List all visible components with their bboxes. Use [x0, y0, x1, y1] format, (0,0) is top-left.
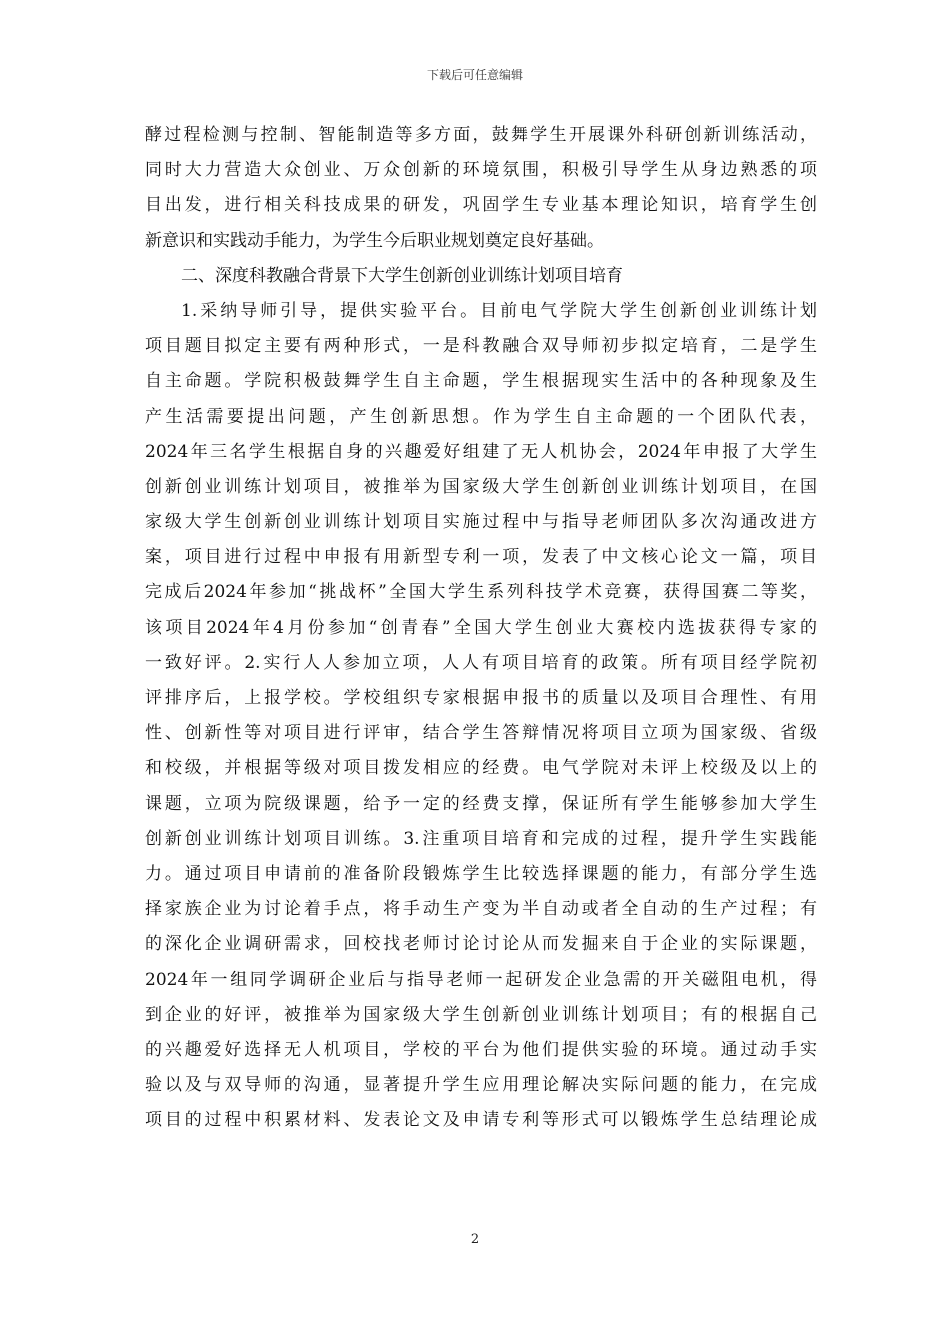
page-number: 2	[470, 1232, 480, 1247]
text-line: 验以及与双导师的沟通，显著提升学生应用理论解决实际问题的能力，在完成	[145, 1075, 817, 1096]
text-line: 创新创业训练计划项目训练。3.注重项目培育和完成的过程，提升学生实践能	[145, 828, 817, 849]
text-line: 2024年三名学生根据自身的兴趣爱好组建了无人机协会，2024年申报了大学生	[145, 441, 817, 462]
text-line: 的兴趣爱好选择无人机项目，学校的平台为他们提供实验的环境。通过动手实	[145, 1039, 817, 1060]
text-line: 案，项目进行过程中申报有用新型专利一项，发表了中文核心论文一篇，项目	[145, 547, 817, 568]
text-line: 课题，立项为院级课题，给予一定的经费支撑，保证所有学生能够参加大学生	[145, 793, 817, 814]
text-line: 创新创业训练计划项目，被推举为国家级大学生创新创业训练计划项目，在国	[145, 476, 817, 497]
text-line: 同时大力营造大众创业、万众创新的环境氛围，积极引导学生从身边熟悉的项	[145, 160, 817, 181]
page-header: 下载后可任意编辑	[426, 68, 523, 82]
text-line: 项目的过程中积累材料、发表论文及申请专利等形式可以锻炼学生总结理论成	[145, 1110, 817, 1131]
text-line: 目出发，进行相关科技成果的研发，巩固学生专业基本理论知识，培育学生创	[145, 195, 817, 216]
text-line: 酵过程检测与控制、智能制造等多方面，鼓舞学生开展课外科研创新训练活动，	[145, 125, 817, 145]
text-line: 新意识和实践动手能力，为学生今后职业规划奠定良好基础。	[145, 230, 604, 251]
text-line: 自主命题。学院积极鼓舞学生自主命题，学生根据现实生活中的各种现象及生	[145, 371, 817, 392]
text-line: 完成后2024年参加“挑战杯”全国大学生系列科技学术竞赛，获得国赛二等奖，	[145, 582, 817, 603]
section-heading: 二、深度科教融合背景下大学生创新创业训练计划项目培育	[181, 265, 623, 286]
text-line: 产生活需要提出问题，产生创新思想。作为学生自主命题的一个团队代表，	[145, 406, 817, 427]
text-line: 力。通过项目申请前的准备阶段锻炼学生比较选择课题的能力，有部分学生选	[145, 863, 817, 884]
text-line: 到企业的好评，被推举为国家级大学生创新创业训练计划项目；有的根据自己	[145, 1004, 817, 1025]
text-line: 择家族企业为讨论着手点，将手动生产变为半自动或者全自动的生产过程；有	[145, 899, 817, 920]
body-text	[145, 118, 817, 1138]
text-line: 2024年一组同学调研企业后与指导老师一起研发企业急需的开关磁阻电机，得	[145, 969, 817, 990]
text-line: 性、创新性等对项目进行评审，结合学生答辩情况将项目立项为国家级、省级	[145, 723, 817, 744]
text-line: 一致好评。2.实行人人参加立项，人人有项目培育的政策。所有项目经学院初	[145, 652, 817, 673]
text-line: 的深化企业调研需求，回校找老师讨论讨论从而发掘来自于企业的实际课题，	[145, 934, 817, 955]
text-line: 和校级，并根据等级对项目拨发相应的经费。电气学院对未评上校级及以上的	[145, 758, 817, 779]
text-line: 项目题目拟定主要有两种形式，一是科教融合双导师初步拟定培育，二是学生	[145, 336, 817, 357]
text-line: 家级大学生创新创业训练计划项目实施过程中与指导老师团队多次沟通改进方	[145, 512, 817, 533]
text-line: 该项目2024年4月份参加“创青春”全国大学生创业大赛校内选拔获得专家的	[145, 617, 817, 638]
text-line: 1.采纳导师引导，提供实验平台。目前电气学院大学生创新创业训练计划	[181, 300, 817, 321]
text-line: 评排序后，上报学校。学校组织专家根据申报书的质量以及项目合理性、有用	[145, 688, 817, 708]
